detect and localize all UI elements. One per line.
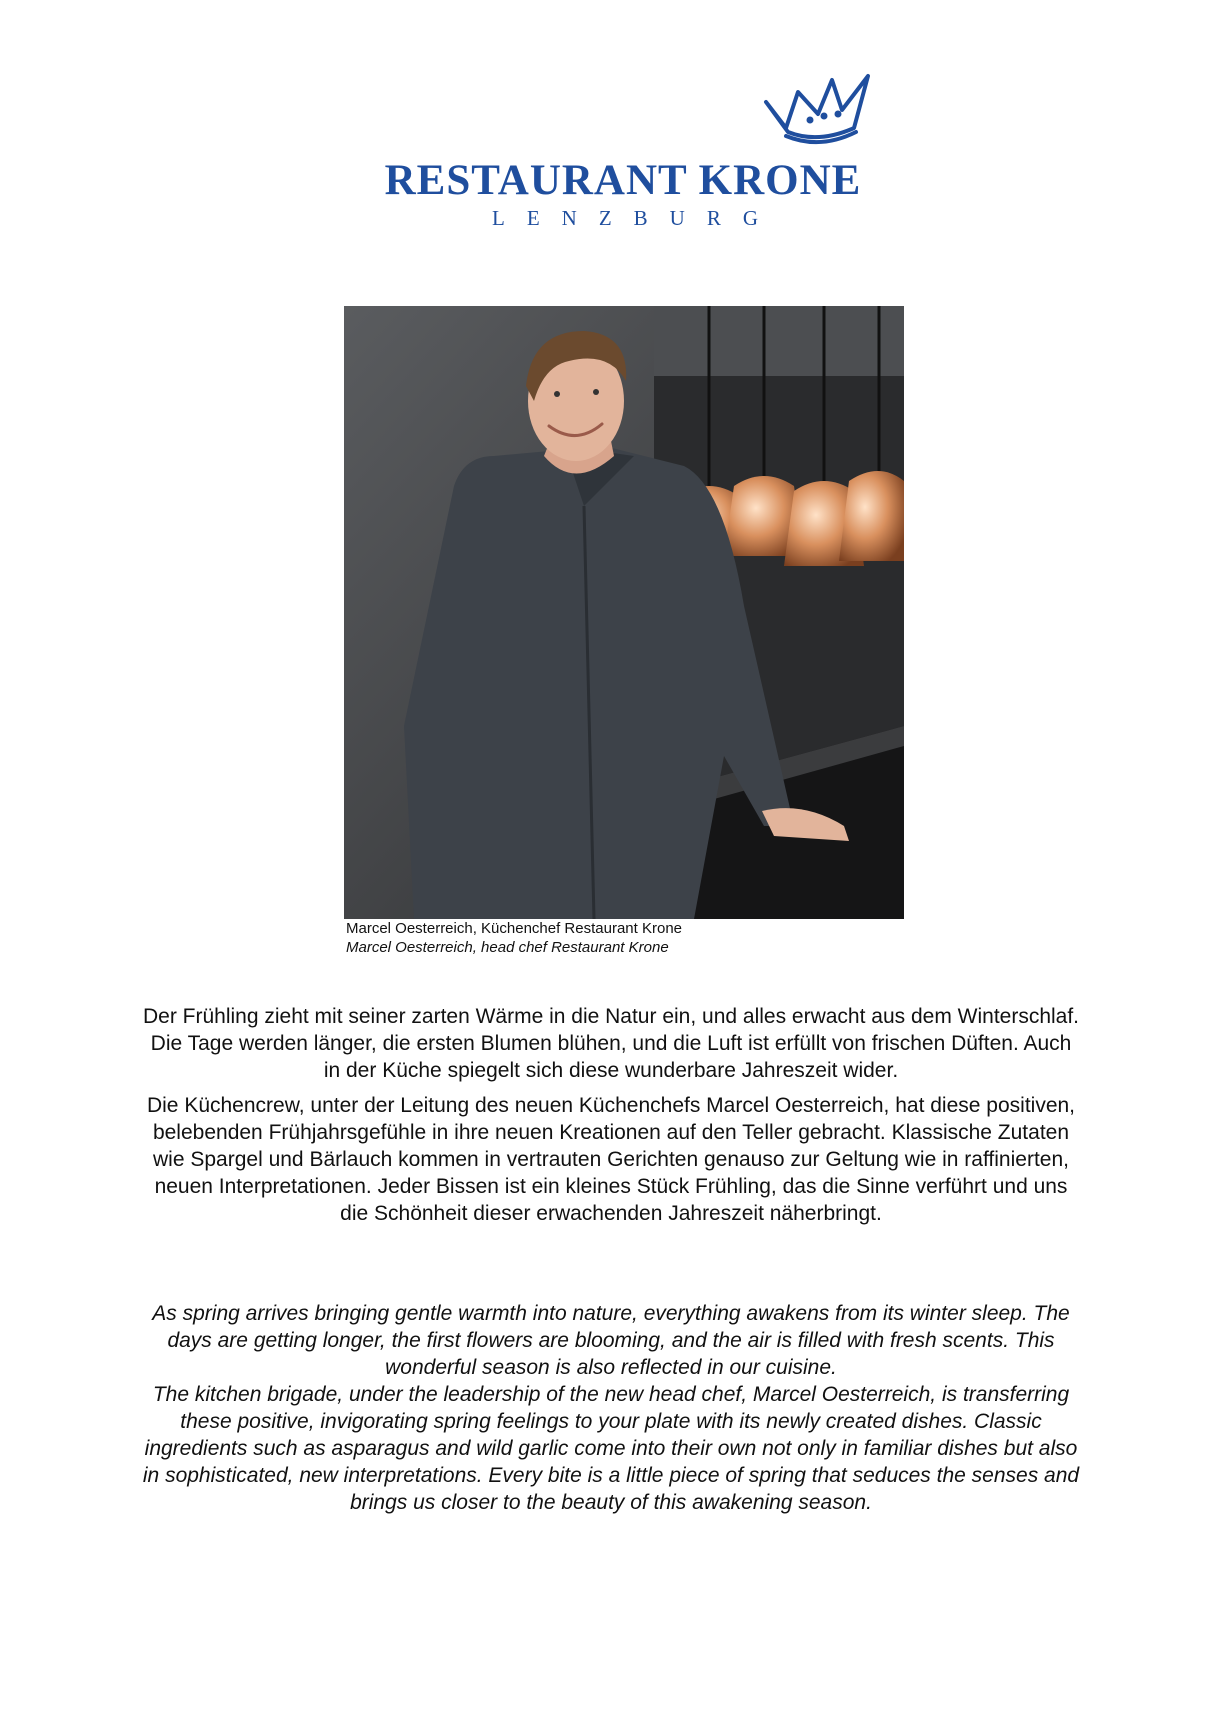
- english-paragraph-2: The kitchen brigade, under the leadership of the new head chef, Marcel Oesterreich, is transferring these positive, invigorating spring feelings to your plate with its newly created dishes. Classic ingredients such as asparagus and wild garlic come into their own not only in familiar dishes but also in sophisticated, new interpretations. Every bite is a little piece of spring that seduces the senses and brings us closer to the beauty of this awakening season.: [142, 1383, 1080, 1514]
- chef-portrait-illustration: [344, 306, 904, 919]
- caption-english: Marcel Oesterreich, head chef Restaurant Krone: [346, 939, 669, 956]
- english-text: [140, 1300, 1082, 1516]
- german-paragraph-1: Der Frühling zieht mit seiner zarten Wärme in die Natur ein, und alles erwacht aus dem Winterschlaf. Die Tage werden länger, die ersten Blumen blühen, und die Luft ist erfüllt von frischen Düften. Auch in der Küche spiegelt sich diese wunderbare Jahreszeit wider.: [142, 1005, 1080, 1082]
- english-paragraph-1: As spring arrives bringing gentle warmth into nature, everything awakens from its winter sleep. The days are getting longer, the first flowers are blooming, and the air is filled with fresh scents. This wonderful season is also reflected in our cuisine.: [152, 1302, 1070, 1379]
- caption-german: Marcel Oesterreich, Küchenchef Restaurant Krone: [346, 920, 682, 937]
- restaurant-city: LENZBURG: [492, 206, 780, 230]
- restaurant-name: RESTAURANT KRONE: [384, 157, 862, 204]
- crown-icon: [758, 70, 878, 150]
- german-paragraph-2: Die Küchencrew, unter der Leitung des neuen Küchenchefs Marcel Oesterreich, hat diese positiven, belebenden Frühjahrsgefühle in ihre neuen Kreationen auf den Teller gebracht. Klassische Zutaten wie Spargel und Bärlauch kommen in vertrauten Gerichten genauso zur Geltung wie in raffinierten, neuen Interpretationen. Jeder Bissen ist ein kleines Stück Frühling, das die Sinne verführt und uns die Schönheit dieser erwachenden Jahreszeit näherbringt.: [146, 1094, 1076, 1225]
- restaurant-logo: [0, 0, 1222, 240]
- photo-caption: [346, 919, 682, 957]
- chef-photo: [344, 306, 904, 919]
